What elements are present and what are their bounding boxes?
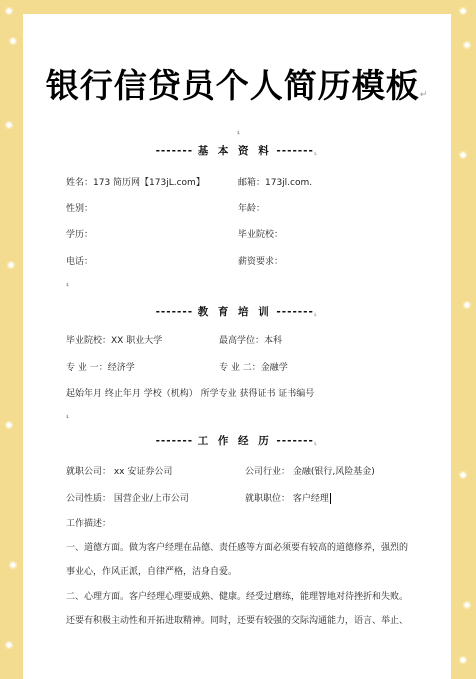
section-dashes: ------- xyxy=(276,306,314,318)
flower-icon xyxy=(462,40,472,50)
field-edu-degree: 最高学位：本科 xyxy=(219,336,283,346)
field-name: 姓名：173 简历网【173jL.com】 xyxy=(66,178,205,188)
flower-icon xyxy=(458,150,468,160)
field-position xyxy=(245,491,331,504)
flower-icon xyxy=(8,36,18,46)
education-table-headers: 起始年月 终止年月 学校（机构） 所学专业 获得证书 证书编号 xyxy=(66,389,315,399)
resume-page xyxy=(23,14,451,679)
work-paragraph-2 xyxy=(66,585,436,633)
paragraph-mark-icon: ⸤ xyxy=(313,147,319,157)
section-heading-work xyxy=(23,433,451,448)
flower-icon xyxy=(4,120,14,130)
field-major-1: 专 业 一：经济学 xyxy=(66,363,135,373)
paragraph-mark-icon: ⸤ xyxy=(237,126,241,136)
section-heading-education xyxy=(23,304,451,319)
section-dashes: ------- xyxy=(155,145,194,157)
field-phone: 电话： xyxy=(66,257,94,267)
field-company-nature: 公司性质： 国营企业/上市公司 xyxy=(66,494,189,504)
field-major-2: 专 业 二：金融学 xyxy=(219,363,288,373)
section-title-basic: 基 本 资 料 xyxy=(197,145,272,157)
field-company: 就职公司： xx 安证券公司 xyxy=(66,467,173,477)
field-school: 毕业院校： xyxy=(238,230,284,240)
flower-icon xyxy=(462,600,472,610)
field-email: 邮箱：173jl.com. xyxy=(238,178,313,188)
paragraph-line: 事业心，作风正派，自律严格，洁身自爱。 xyxy=(66,567,238,577)
paragraph-line: 一、道德方面。做为客户经理在品德、责任感等方面必须要有较高的道德修养，强烈的 xyxy=(66,543,409,553)
paragraph-mark-icon: ⸤ xyxy=(313,437,319,447)
flower-icon xyxy=(458,655,468,665)
page-title-text: 银行信贷员个人简历模板 xyxy=(45,66,420,105)
paragraph-line: 二、心理方面。客户经理心理要成熟、健康。经受过磨练，能理智地对待挫折和失败。 xyxy=(66,592,409,602)
field-edu-school: 毕业院校：XX 职业大学 xyxy=(66,336,163,346)
paragraph-mark-icon: ⸤ xyxy=(66,410,70,420)
flower-icon xyxy=(4,640,14,650)
paragraph-line: 还要有积极主动性和开拓进取精神。同时，还要有较强的交际沟通能力，语言、举止、 xyxy=(66,616,409,626)
flower-icon xyxy=(4,420,14,430)
field-salary: 薪资要求： xyxy=(238,257,284,267)
section-heading-basic xyxy=(23,143,451,158)
field-position-text: 就职职位： 客户经理 xyxy=(245,494,329,504)
field-work-description-label: 工作描述： xyxy=(66,519,112,529)
work-paragraph-1 xyxy=(66,536,436,584)
page-title xyxy=(23,66,451,115)
flower-icon xyxy=(458,6,468,16)
field-gender: 性别： xyxy=(66,204,94,214)
paragraph-mark-icon: ↵ xyxy=(419,90,429,100)
section-dashes: ------- xyxy=(276,435,314,447)
section-title-work: 工 作 经 历 xyxy=(197,435,272,447)
text-cursor xyxy=(330,493,331,504)
field-age: 年龄： xyxy=(238,204,266,214)
section-dashes: ------- xyxy=(276,145,314,157)
section-title-education: 教 育 培 训 xyxy=(197,306,272,318)
flower-icon xyxy=(6,260,16,270)
section-dashes: ------- xyxy=(155,435,194,447)
flower-icon xyxy=(462,300,472,310)
flower-icon xyxy=(458,470,468,480)
paragraph-mark-icon: ⸤ xyxy=(66,278,70,288)
paragraph-mark-icon: ⸤ xyxy=(313,308,319,318)
section-dashes: ------- xyxy=(155,306,194,318)
field-industry: 公司行业： 金融(银行,风险基金) xyxy=(245,467,375,477)
flower-icon xyxy=(4,6,14,16)
field-degree: 学历： xyxy=(66,230,94,240)
flower-icon xyxy=(8,560,18,570)
